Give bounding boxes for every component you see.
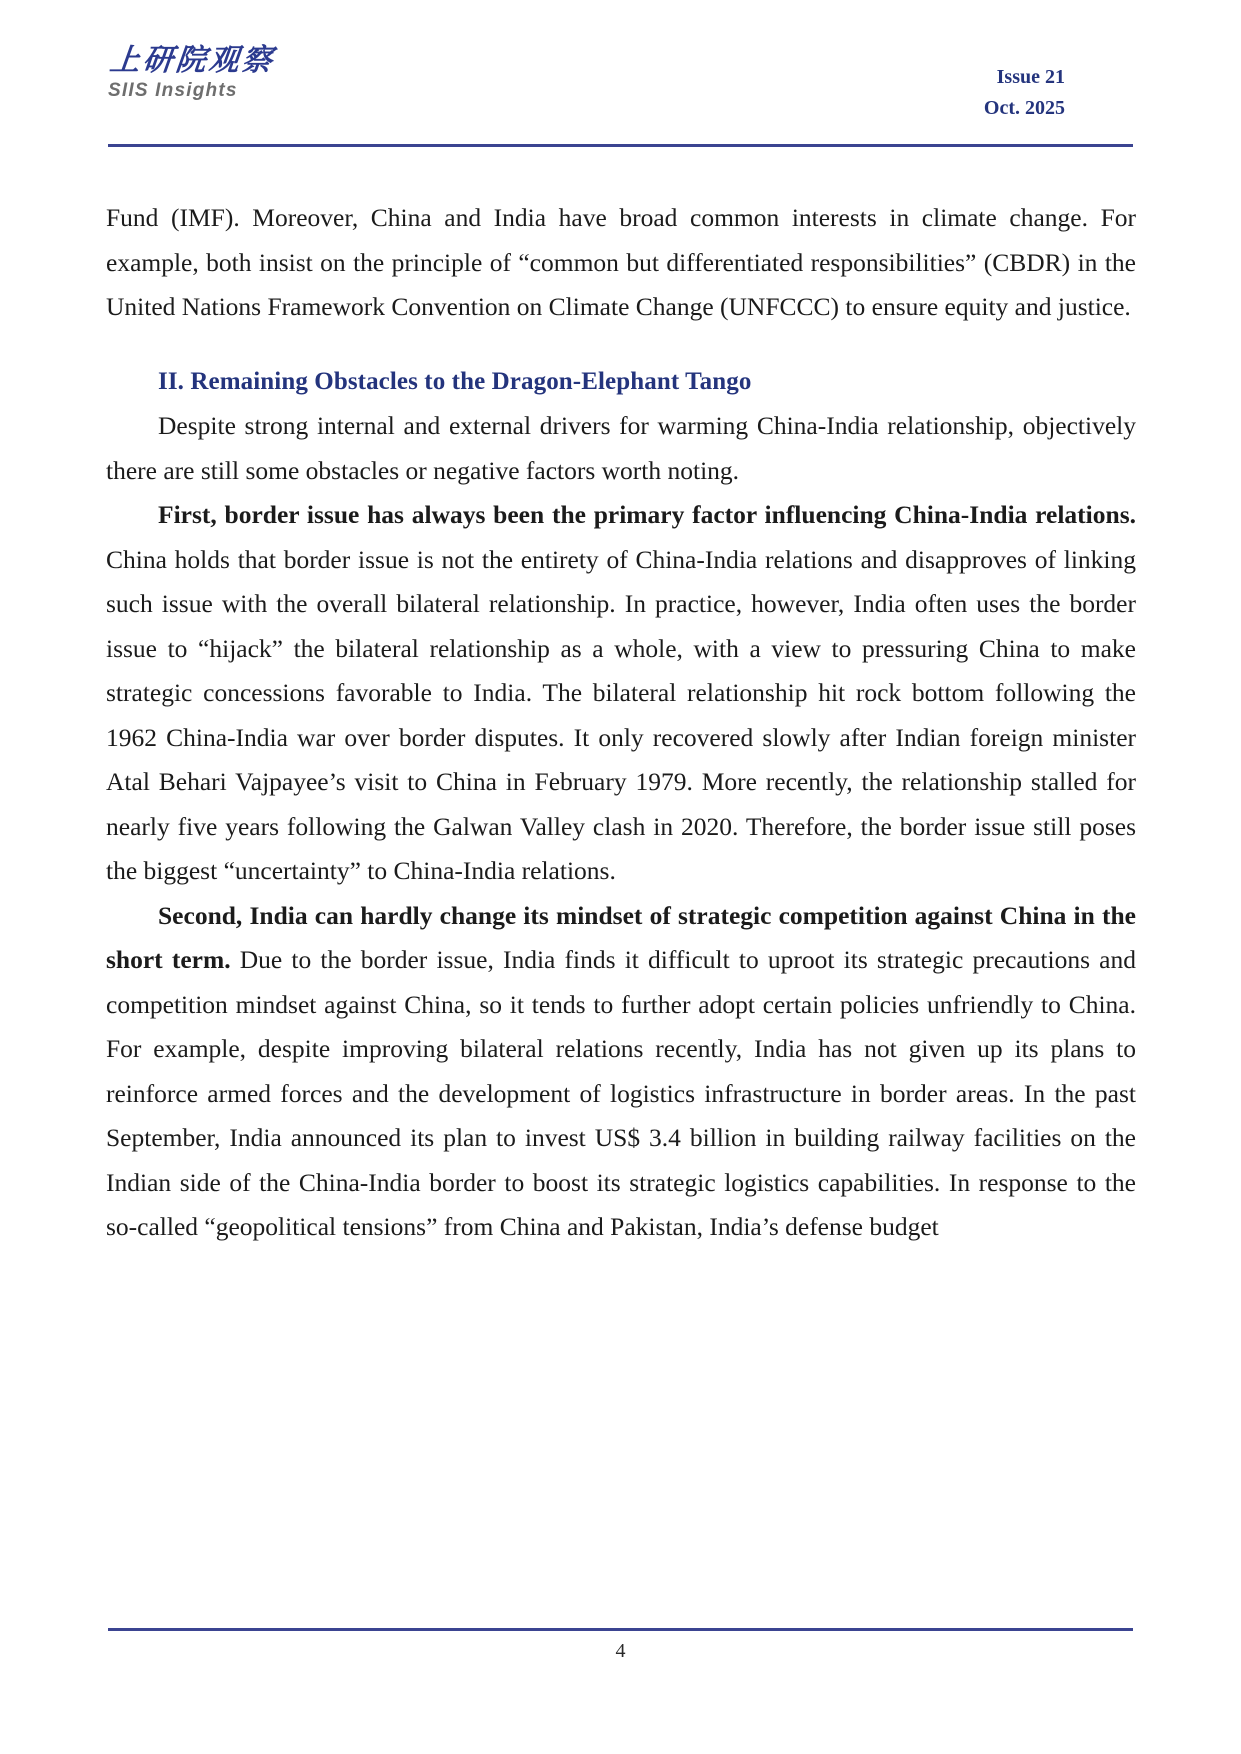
paragraph-continued: Fund (IMF). Moreover, China and India have broad common interests in climate change. For example, both insist on the principle of “common but differentiated responsibilities” (CBDR) in the United Nations Framework Convention on Climate Change (UNFCCC) to ensure equity and justice.	[106, 203, 1136, 321]
header-divider	[108, 144, 1133, 147]
logo-english-title: SIIS Insights	[108, 79, 238, 101]
paragraph-first-rest: China holds that border issue is not the entirety of China-India relations and disapproves of linking such issue with the overall bilateral relationship. In practice, however, India often uses the border issue to “hijack” the bilateral relationship as a whole, with a view to pressuring China to make strategic concessions favorable to India. The bilateral relationship hit rock bottom following the 1962 China-India war over border disputes. It only recovered slowly after Indian foreign minister Atal Behari Vajpayee’s visit to China in February 1979. More recently, the relationship stalled for nearly five years following the Galwan Valley clash in 2020. Therefore, the border issue still poses the biggest “uncertainty” to China-India relations.	[106, 544, 1136, 885]
paragraph-second-obstacle	[106, 894, 1136, 1250]
paragraph-first-lead: First, border issue has always been the primary factor influencing China-India relations.	[158, 500, 1136, 529]
section-heading-ii: II. Remaining Obstacles to the Dragon-Elephant Tango	[158, 367, 752, 395]
paragraph-second-lead: Second, India can hardly change its mindset of strategic competition against China in the short term.	[106, 900, 1136, 974]
siis-logo	[108, 44, 528, 102]
page-number: 4	[615, 1640, 626, 1662]
paragraph-second-rest: Due to the border issue, India finds it difficult to uproot its strategic precautions and competition mindset against China, so it tends to further adopt certain policies unfriendly to China. For example, despite improving bilateral relations recently, India has not given up its plans to reinforce armed forces and the development of logistics infrastructure in border areas. In the past September, India announced its plan to invest US$ 3.4 billion in building railway facilities on the Indian side of the China-India border to boost its strategic logistics capabilities. In response to the so-called “geopolitical tensions” from China and Pakistan, India’s defense budget	[106, 945, 1136, 1241]
issue-number: Issue 21	[996, 66, 1065, 88]
paragraph-intro: Despite strong internal and external drivers for warming China-India relationship, objectively there are still some obstacles or negative factors worth noting.	[106, 411, 1136, 485]
issue-info	[984, 62, 1065, 124]
footer-divider	[108, 1628, 1133, 1631]
page-header	[108, 44, 1133, 140]
document-body	[106, 196, 1136, 1250]
issue-date: Oct. 2025	[983, 97, 1065, 119]
heading-spacer	[106, 330, 1136, 360]
paragraph-first-obstacle	[106, 493, 1136, 894]
logo-chinese-title: 上研院观察	[108, 43, 277, 78]
